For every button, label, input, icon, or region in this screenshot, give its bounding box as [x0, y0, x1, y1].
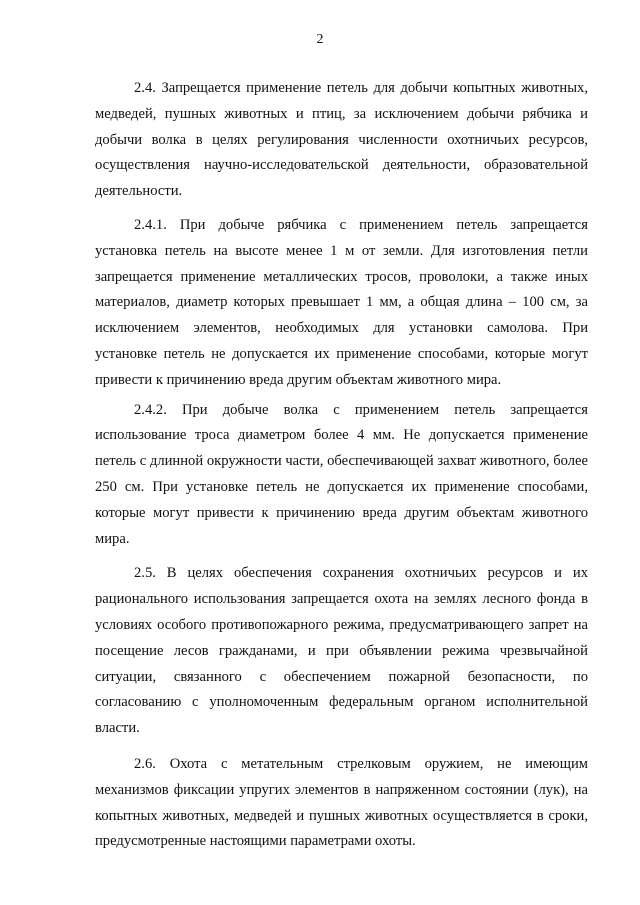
- paragraph-2-5: 2.5. В целях обеспечения сохранения охотничьих ресурсов и их рационального использования запрещается охота на землях лесного фонда в условиях особого противопожарного режима, предусматривающего запрет на посещение лесов гражданами, и при объявлении режима чрезвычайной ситуации, связанного с обеспечением пожарной безопасности, по согласованию с уполномоченным федеральным органом исполнительной власти.: [95, 565, 588, 737]
- document-body: [95, 76, 588, 863]
- page-number: 2: [316, 32, 324, 47]
- paragraph-2-4-2: 2.4.2. При добыче волка с применением петель запрещается использование троса диаметром более 4 мм. Не допускается применение петель с длинной окружности части, обеспечивающей захват животного, более 250 см. При установке петель не допускается их применение способами, которые могут привести к причинению вреда другим объектам животного мира.: [95, 401, 588, 547]
- paragraph-2-4-1: 2.4.1. При добыче рябчика с применением петель запрещается установка петель на высоте менее 1 м от земли. Для изготовления петли запрещается применение металлических тросов, проволоки, а также иных материалов, диаметр которых превышает 1 мм, а общая длина – 100 см, за исключением элементов, необходимых для установки самолова. При установке петель не допускается их применение способами, которые могут привести к причинению вреда другим объектам животного мира.: [95, 216, 588, 388]
- paragraph-2-4: 2.4. Запрещается применение петель для добычи копытных животных, медведей, пушных животных и птиц, за исключением добычи рябчика и добычи волка в целях регулирования численности охотничьих ресурсов, осуществления научно-исследовательской деятельности, образовательной деятельности.: [95, 80, 588, 200]
- paragraph-2-6: 2.6. Охота с метательным стрелковым оружием, не имеющим механизмов фиксации упругих элементов в напряженном состоянии (лук), на копытных животных, медведей и пушных животных осуществляется в сроки, предусмотренные настоящими параметрами охоты.: [95, 755, 588, 850]
